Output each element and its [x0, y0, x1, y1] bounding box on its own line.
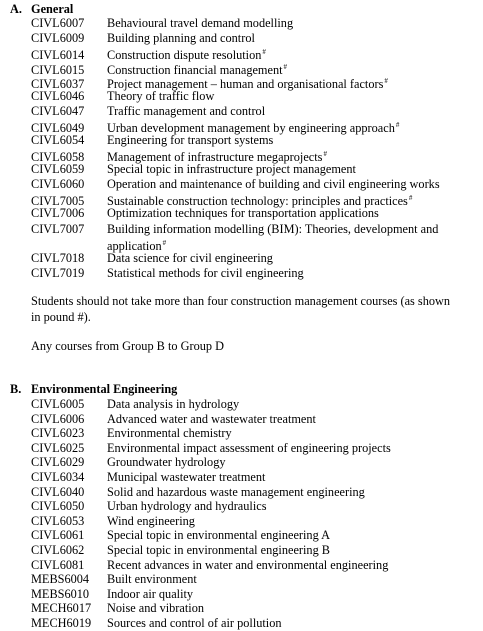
course-title: Project management – human and organisational factors — [107, 77, 384, 92]
course-code: CIVL6046 — [31, 89, 85, 103]
course-title: Data analysis in hydrology — [107, 397, 240, 411]
course-code: CIVL6006 — [31, 411, 85, 426]
course-title: Operation and maintenance of building and civil engineering works — [107, 176, 440, 191]
course-row — [31, 266, 304, 281]
course-row — [31, 470, 265, 485]
section-a-note-2: Any courses from Group B to Group D — [31, 339, 224, 353]
course-code: MEBS6010 — [31, 586, 90, 601]
course-row — [31, 177, 440, 192]
course-title: Wind engineering — [107, 513, 195, 528]
course-row — [31, 89, 214, 104]
pound-mark: # — [283, 62, 288, 71]
pound-mark: # — [384, 77, 388, 86]
course-row-bim — [31, 222, 438, 237]
course-row — [31, 441, 391, 456]
course-row — [31, 133, 273, 148]
course-title: Environmental impact assessment of engineering projects — [107, 440, 391, 455]
note-line-1: Students should not take more than four construction management courses (as shown — [31, 294, 451, 308]
course-code: CIVL6061 — [31, 528, 85, 543]
course-title: Environmental chemistry — [107, 426, 232, 441]
course-code: CIVL7006 — [31, 205, 85, 220]
course-row — [31, 206, 379, 221]
course-title: Urban development management by engineering approach — [107, 121, 395, 136]
course-title: Indoor air quality — [107, 586, 194, 601]
course-code: CIVL6049 — [31, 121, 85, 136]
course-code: CIVL6023 — [31, 426, 85, 441]
course-title: Engineering for transport systems — [107, 132, 274, 147]
course-title: Construction financial management — [107, 62, 283, 77]
course-title: Noise and vibration — [107, 601, 204, 616]
course-title: Traffic management and control — [107, 103, 266, 118]
course-row — [31, 587, 193, 602]
course-title: Urban hydrology and hydraulics — [107, 499, 267, 514]
course-code: CIVL6054 — [31, 132, 85, 147]
course-title: Building planning and control — [107, 30, 255, 45]
course-code: CIVL6040 — [31, 484, 85, 499]
course-code: CIVL6034 — [31, 470, 85, 484]
course-row — [31, 251, 273, 266]
section-b-title: Environmental Engineering — [31, 382, 178, 396]
course-row — [31, 455, 226, 470]
pound-mark: # — [408, 194, 413, 203]
course-title: Recent advances in water and environmental engineering — [107, 557, 389, 572]
course-title: Special topic in infrastructure project management — [107, 162, 356, 176]
course-code: CIVL7019 — [31, 265, 85, 280]
course-title: Solid and hazardous waste management engineering — [107, 484, 365, 499]
course-code: CIVL6058 — [31, 150, 85, 165]
course-code: MECH6019 — [31, 616, 92, 630]
course-title: Building information modelling (BIM): Theories, development and — [107, 222, 439, 236]
pound-mark: # — [262, 48, 266, 57]
pound-mark: # — [323, 150, 327, 159]
course-row — [31, 572, 197, 587]
course-code: CIVL6005 — [31, 397, 85, 411]
course-title: Advanced water and wastewater treatment — [107, 411, 316, 426]
course-code: MECH6017 — [31, 601, 92, 616]
course-code: CIVL6081 — [31, 557, 85, 572]
course-code: CIVL6014 — [31, 48, 85, 63]
course-row — [31, 528, 330, 543]
note-line-2: in pound #). — [31, 310, 91, 324]
section-a-note — [31, 293, 471, 325]
course-row — [31, 558, 388, 573]
course-row — [31, 601, 204, 616]
course-title: Sustainable construction technology: principles and practices — [107, 194, 408, 209]
course-row — [31, 104, 265, 119]
course-title: Construction dispute resolution — [107, 48, 262, 63]
course-code: CIVL6007 — [31, 16, 85, 30]
course-code: CIVL6025 — [31, 440, 85, 455]
course-row — [31, 16, 293, 31]
course-title: Special topic in environmental engineering A — [107, 528, 330, 543]
course-code: CIVL6060 — [31, 176, 85, 191]
course-code: CIVL6047 — [31, 103, 85, 118]
course-code: CIVL6009 — [31, 30, 85, 45]
course-title-cont: application — [107, 239, 162, 253]
course-row — [31, 162, 356, 177]
course-title: Behavioural travel demand modelling — [107, 16, 294, 30]
course-row — [31, 616, 282, 631]
course-title: Data science for civil engineering — [107, 251, 273, 265]
course-row — [31, 543, 330, 558]
pound-mark: # — [395, 121, 400, 130]
course-code: CIVL6050 — [31, 499, 85, 514]
course-code: CIVL7005 — [31, 194, 85, 209]
course-row — [31, 412, 316, 427]
course-title: Municipal wastewater treatment — [107, 470, 266, 484]
course-row — [31, 31, 255, 46]
section-b-heading — [10, 382, 177, 397]
course-code: CIVL6037 — [31, 77, 85, 92]
course-code: CIVL6015 — [31, 62, 85, 77]
section-a-heading — [10, 2, 73, 17]
section-a-letter: A. — [10, 2, 22, 16]
course-title: Optimization techniques for transportation applications — [107, 205, 379, 220]
course-title: Special topic in environmental engineering B — [107, 543, 330, 557]
course-title: Management of infrastructure megaprojects — [107, 150, 323, 165]
course-row — [31, 485, 365, 500]
course-code: CIVL6059 — [31, 162, 85, 176]
course-title: Sources and control of air pollution — [107, 616, 282, 630]
course-code: CIVL7007 — [31, 222, 85, 236]
course-title: Statistical methods for civil engineering — [107, 265, 304, 280]
course-row — [31, 426, 232, 441]
course-code: CIVL6062 — [31, 543, 85, 557]
course-row — [31, 499, 266, 514]
course-code: CIVL6029 — [31, 455, 85, 470]
course-title: Theory of traffic flow — [107, 89, 215, 103]
section-a-title: General — [31, 2, 74, 16]
course-title: Built environment — [107, 572, 197, 587]
course-code: CIVL7018 — [31, 251, 85, 265]
course-row — [31, 514, 195, 529]
pound-mark: # — [162, 239, 167, 247]
course-code: CIVL6053 — [31, 513, 85, 528]
course-code: MEBS6004 — [31, 572, 90, 587]
course-row — [31, 397, 239, 412]
course-title: Groundwater hydrology — [107, 455, 226, 470]
section-b-letter: B. — [10, 382, 22, 396]
